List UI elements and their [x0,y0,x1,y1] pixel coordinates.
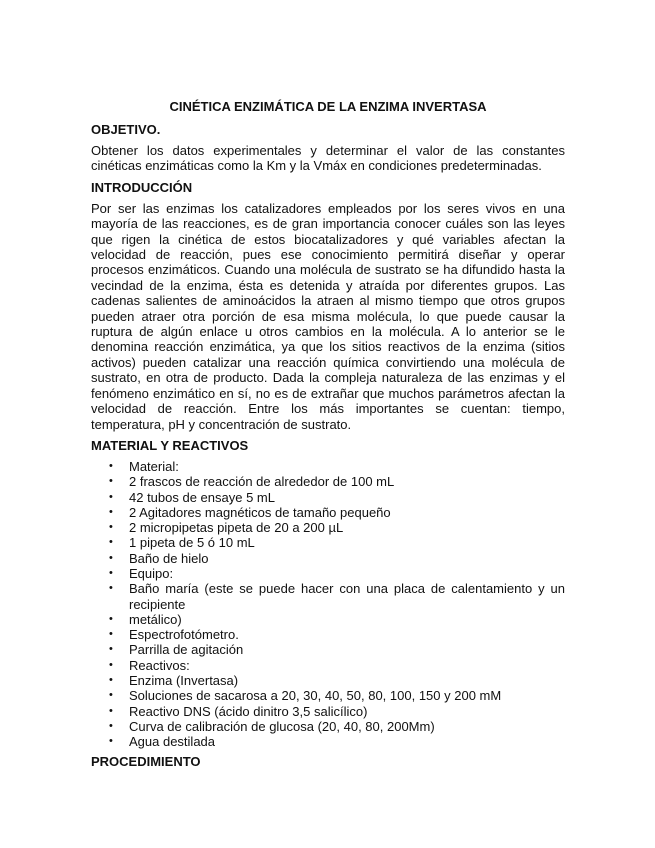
list-item [91,520,565,535]
list-item [91,688,565,703]
list-item-text: Material: [129,458,179,474]
list-item [91,704,565,719]
list-item [91,658,565,673]
procedimiento-heading: PROCEDIMIENTO [91,753,201,769]
list-item [91,566,565,581]
list-item-text: 2 frascos de reacción de alrededor de 100 mL [129,474,395,490]
bullet-icon: • [109,536,113,549]
bullet-icon: • [109,689,113,702]
list-item-text: Curva de calibración de glucosa (20, 40, 80, 200Mm) [129,718,435,734]
objetivo-paragraph: Obtener los datos experimentales y determinar el valor de las constantes cinéticas enzimáticas como la Km y la Vmáx en condiciones predeterminadas. [91,143,565,174]
list-item-text: Reactivo DNS (ácido dinitro 3,5 salicílico) [129,703,368,719]
document-title: CINÉTICA ENZIMÁTICA DE LA ENZIMA INVERTASA [169,99,487,114]
list-item-text: 2 micropipetas pipeta de 20 a 200 µL [129,520,344,536]
list-item-text: Soluciones de sacarosa a 20, 30, 40, 50, 80, 100, 150 y 200 mM [129,688,502,704]
list-item-text: Parrilla de agitación [129,642,244,658]
bullet-icon: • [109,521,113,534]
bullet-icon: • [109,566,113,579]
bullet-icon: • [109,505,113,518]
list-item-text: Espectrofotómetro. [129,627,239,643]
material-heading: MATERIAL Y REACTIVOS [91,437,249,453]
list-item [91,459,565,474]
list-item [91,535,565,550]
bullet-icon: • [109,674,113,687]
bullet-icon: • [109,490,113,503]
document-body [91,99,565,775]
list-item-text: Agua destilada [129,734,216,750]
list-item [91,551,565,566]
bullet-icon: • [109,582,113,595]
list-item [91,474,565,489]
list-item [91,505,565,520]
list-item [91,642,565,657]
list-item-text: 2 Agitadores magnéticos de tamaño pequeño [129,504,391,520]
bullet-icon: • [109,704,113,717]
objetivo-heading: OBJETIVO. [91,122,161,137]
list-item-text: Equipo: [129,565,174,581]
bullet-icon: • [109,475,113,488]
list-item [91,581,565,612]
introduccion-heading: INTRODUCCIÓN [91,179,193,195]
list-item-text: 1 pipeta de 5 ó 10 mL [129,535,255,551]
bullet-icon: • [109,551,113,564]
list-item-text: Baño maría (este se puede hacer con una placa de calentamiento y un recipiente [129,581,565,612]
material-list [91,459,565,750]
list-item [91,490,565,505]
list-item [91,734,565,749]
list-item-text: Enzima (Invertasa) [129,673,239,689]
bullet-icon: • [109,612,113,625]
bullet-icon: • [109,735,113,748]
bullet-icon: • [109,628,113,641]
list-item-text: Reactivos: [129,657,190,673]
bullet-icon: • [109,719,113,732]
bullet-icon: • [109,459,113,472]
list-item [91,719,565,734]
list-item [91,612,565,627]
list-item-text: Baño de hielo [129,550,209,566]
introduccion-paragraph: Por ser las enzimas los catalizadores empleados por los seres vivos en una mayoría de las reacciones, es de gran importancia conocer cuáles son las leyes que rigen la cinética de estos biocatalizadores y qué variables afectan la velocidad de reacción, pues ese conocimiento permitirá diseñar y operar procesos enzimáticos. Cuando una molécula de sustrato se ha difundido hasta la vecindad de la enzima, ésta es detenida y atraída por diferentes grupos. Las cadenas salientes de aminoácidos la atraen al mismo tiempo que otros grupos pueden atraer otra porción de esa misma molécula, lo que puede causar la ruptura de algún enlace u otros cambios en la molécula. A lo anterior se le denomina reacción enzimática, ya que los sitios reactivos de la enzima (sitios activos) pueden catalizar una reacción química convirtiendo una molécula de sustrato, en otra de producto. Dada la compleja naturaleza de las enzimas y el fenómeno enzimático en sí, no es de extrañar que muchos parámetros afectan la velocidad de reacción. Entre los más importantes se cuentan: tiempo, temperatura, pH y concentración de sustrato. [91,200,565,432]
list-item-text: 42 tubos de ensaye 5 mL [129,489,275,505]
bullet-icon: • [109,643,113,656]
list-item-text: metálico) [129,611,182,627]
list-item [91,673,565,688]
list-item [91,627,565,642]
bullet-icon: • [109,658,113,671]
